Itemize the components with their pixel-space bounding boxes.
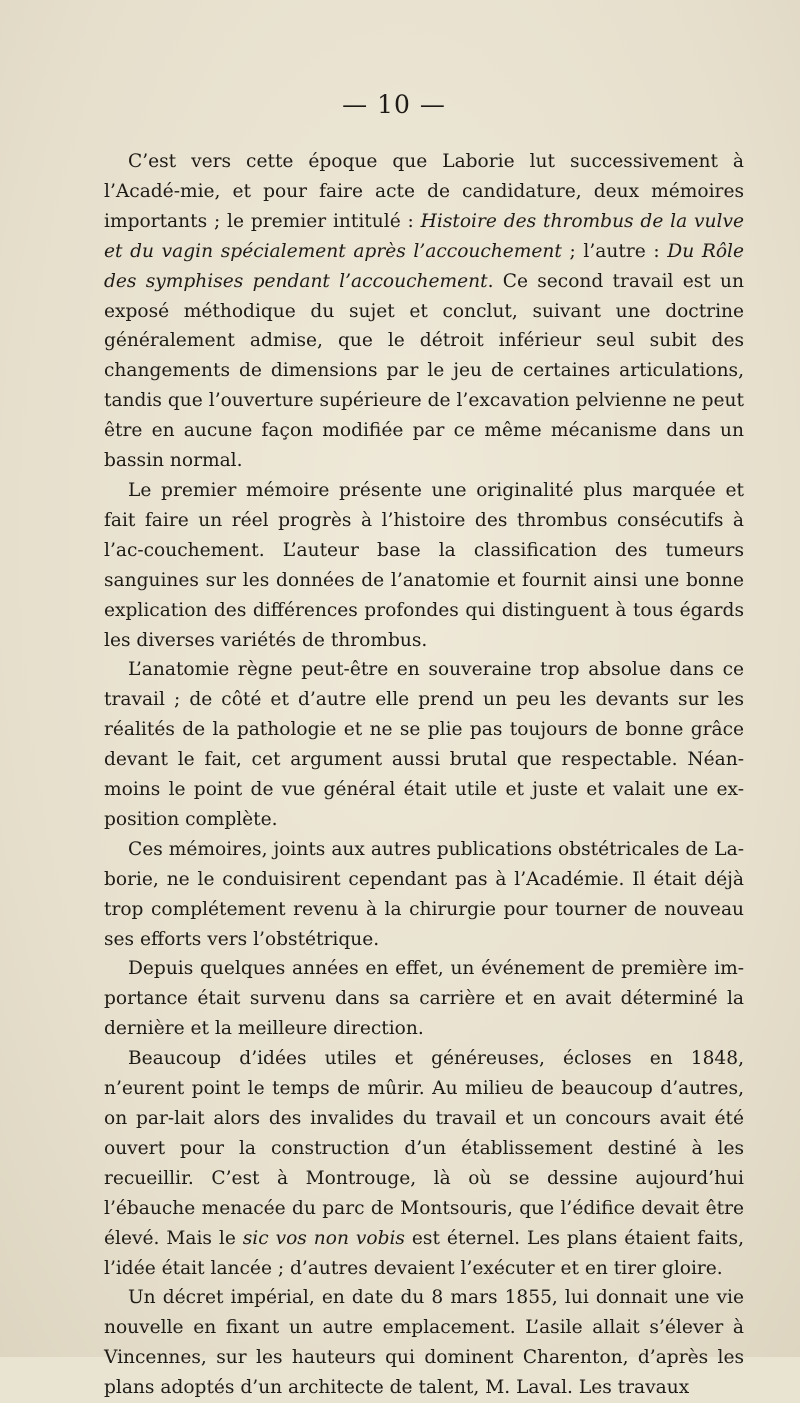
- paragraph-1-text-a: C’est vers cette époque que Laborie lut successivement à l’Acadé-mie, et pour faire acte de candidature, deux mémoires importants ; le premier intitulé :: [104, 151, 744, 232]
- paragraph-5: Depuis quelques années en effet, un événement de première im-portance était survenu dans sa carrière et en avait déterminé la dernière et la meilleure direction.: [104, 958, 744, 1040]
- paragraph-4: Ces mémoires, joints aux autres publications obstétricales de La-borie, ne le conduisirent cependant pas à l’Académie. Il était déjà trop complétement revenu à la chirurgie pour tourner de nouveau ses efforts vers l’obstétrique.: [104, 838, 744, 950]
- paragraph-2: Le premier mémoire présente une originalité plus marquée et fait faire un réel progrès à l’histoire des thrombus consécutifs à l’ac-couchement. L’auteur base la classification des tumeurs sanguines sur les données de l’anatomie et fournit ainsi une bonne explication des différences profondes qui distinguent à tous égards les diverses variétés de thrombus.: [104, 479, 744, 651]
- title-histoire-des-thrombus: Histoire des thrombus de la vulve et du vagin spécialement après l’accouchement: [104, 210, 744, 262]
- title-role-des-symphises: Du Rôle des symphises pendant l’accouchement: [104, 240, 744, 292]
- paragraph-1-text-b: ; l’autre :: [561, 240, 668, 262]
- paragraph-6-text-b: est éternel. Les plans étaient faits, l’idée était lancée ; d’autres devaient l’exécuter et en tirer gloire.: [104, 1227, 745, 1279]
- latin-phrase: sic vos non vobis: [242, 1227, 405, 1249]
- paragraph-3: L’anatomie règne peut-être en souveraine trop absolue dans ce travail ; de côté et d’autre elle prend un peu les devants sur les réalités de la pathologie et ne se plie pas toujours de bonne grâce devant le fait, cet argument aussi brutal que respectable. Néan-moins le point de vue général était utile et juste et valait une ex-position complète.: [104, 659, 744, 830]
- paragraph-1-text-c: . Ce second travail est un exposé méthodique du sujet et conclut, suivant une doctrine généralement admise, que le détroit inférieur seul subit des changements de dimensions par le jeu de certaines articulations, tandis que l’ouverture supérieure de l’excavation pelvienne ne peut être en aucune façon modifiée par ce même mécanisme dans un bassin normal.: [104, 270, 744, 472]
- paragraph-1: [104, 147, 744, 476]
- paragraph-6: [104, 1044, 744, 1283]
- page-number: — 10 —: [342, 90, 446, 119]
- paragraph-7: Un décret impérial, en date du 8 mars 1855, lui donnait une vie nouvelle en fixant un autre emplacement. L’asile allait s’élever à Vincennes, sur les hauteurs qui dominent Charenton, d’après les plans adoptés d’un architecte de talent, M. Laval. Les travaux: [104, 1287, 744, 1399]
- paragraph-6-text-a: Beaucoup d’idées utiles et généreuses, écloses en 1848, n’eurent point le temps de mûrir. Au milieu de beaucoup d’autres, on par-lait alors des invalides du travail et un concours avait été ouvert pour la construction d’un établissement destiné à les recueillir. C’est à Montrouge, là où se dessine aujourd’hui l’ébauche menacée du parc de Montsouris, que l’édifice devait être élevé. Mais le: [104, 1048, 744, 1249]
